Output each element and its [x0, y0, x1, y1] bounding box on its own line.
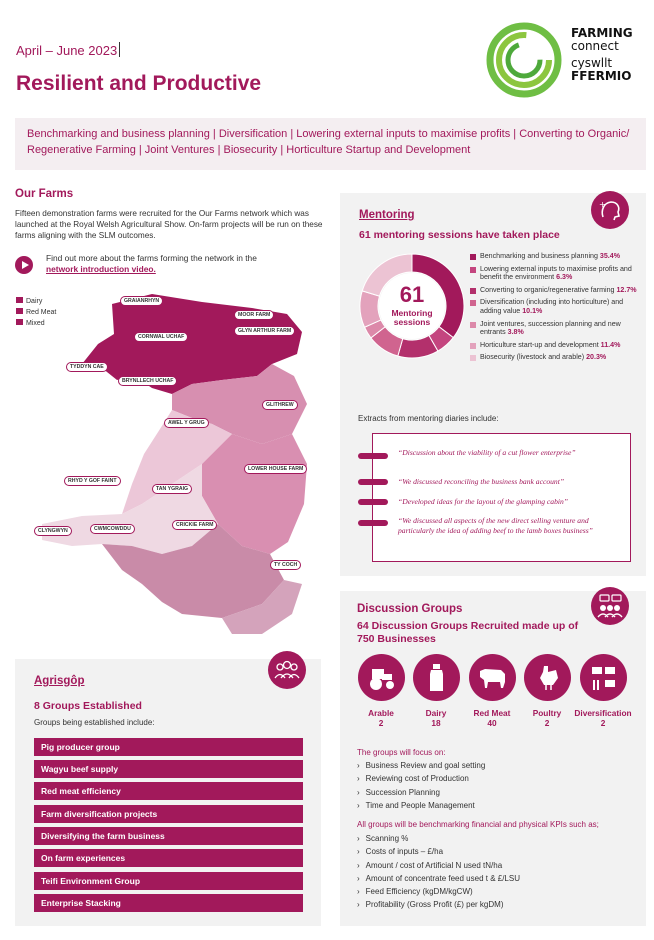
svg-text:+: + [599, 200, 606, 209]
page-title: Resilient and Productive [16, 72, 262, 95]
agrisgop-group: Diversifying the farm business [34, 827, 303, 845]
donut-center-label [357, 309, 467, 327]
kpi-heading: All groups will be benchmarking financial and physical KPIs such as; [357, 820, 599, 829]
kpi-item: › Amount / cost of Artificial N used tN/ha [357, 859, 520, 872]
mentoring-breakdown-list [470, 252, 640, 366]
focus-item: › Succession Planning [357, 786, 485, 799]
mentoring-item [470, 353, 640, 362]
mentoring-item-label: Diversification (including into horticulture) and adding value [480, 298, 624, 315]
legend-swatch [470, 300, 476, 306]
farm-brynllech-uchaf[interactable]: BRYNLLECH UCHAF [118, 376, 177, 386]
legend-mixed: Mixed [26, 320, 45, 327]
mentoring-item-pct: 35.4% [599, 252, 621, 260]
mentoring-item [470, 252, 640, 261]
logo-line-2: connect [571, 39, 619, 53]
farm-rhyd-y-gof-faint[interactable]: RHYD Y GOF FAINT [64, 476, 121, 486]
wales-farm-map [22, 284, 327, 654]
play-icon[interactable] [15, 256, 33, 274]
text-cursor [119, 42, 120, 57]
farm-glithrew[interactable]: GLITHREW [262, 400, 298, 410]
group-name: Dairy [425, 708, 447, 718]
agrisgop-group: Enterprise Stacking [34, 894, 303, 912]
report-period: April – June 2023 [16, 42, 120, 58]
network-video-link[interactable]: network introduction video. [46, 264, 156, 274]
farming-connect-logo-icon [484, 20, 564, 100]
kpi-list [357, 832, 520, 912]
focus-item: › Time and People Management [357, 799, 485, 812]
mentoring-head-icon [591, 191, 629, 229]
quote-marker [358, 479, 388, 485]
agrisgop-group: Wagyu beef supply [34, 760, 303, 778]
focus-heading: The groups will focus on: [357, 748, 446, 757]
kpi-item: › Costs of inputs – £/ha [357, 845, 520, 858]
mentoring-item-label: Benchmarking and business planning [480, 252, 598, 260]
discussion-heading: Discussion Groups [357, 603, 463, 615]
focus-item: › Reviewing cost of Production [357, 772, 485, 785]
people-group-icon [268, 651, 306, 689]
our-farms-heading: Our Farms [15, 188, 74, 200]
quote-marker [358, 499, 388, 505]
kpi-item: › Amount of concentrate feed used t & £/LSU [357, 872, 520, 885]
agrisgop-intro: Groups being established include: [34, 718, 155, 727]
farm-glyn-arthur[interactable]: GLYN ARTHUR FARM [234, 326, 295, 336]
farm-tan-ygraig[interactable]: TAN YGRAIG [152, 484, 192, 494]
extracts-label: Extracts from mentoring diaries include: [358, 414, 499, 423]
mentoring-item [470, 286, 640, 295]
milk-bottle-icon [413, 654, 460, 701]
quote-marker [358, 520, 388, 526]
legend-swatch [470, 355, 476, 361]
mentoring-subheading: 61 mentoring sessions have taken place [359, 229, 560, 241]
agrisgop-heading: Agrisgôp [34, 675, 85, 687]
farm-cwmcowddu[interactable]: CWMCOWDDU [90, 524, 135, 534]
mentoring-item-label: Converting to organic/regenerative farming [480, 285, 615, 294]
legend-swatch [470, 267, 476, 273]
focus-list [357, 759, 485, 812]
legend-swatch [470, 254, 476, 260]
agrisgop-subheading: 8 Groups Established [34, 700, 142, 712]
farm-ty-coch[interactable]: TY COCH [270, 560, 301, 570]
mentoring-item-pct: 10.1% [522, 306, 543, 315]
farm-cornwal-uchaf[interactable]: CORNWAL UCHAF [134, 332, 188, 342]
logo-line-3: cyswllt [571, 56, 613, 70]
group-count: 40 [487, 718, 497, 728]
topics-banner: Benchmarking and business planning | Diversification | Lowering external inputs to maximise profits | Converting to Organic/ Regenerative Farming | Joint Ventures | Biosecurity | Horticulture Startup and Development [15, 118, 646, 170]
group-count: 2 [544, 718, 550, 728]
farm-tyddyn-cae[interactable]: TYDDYN CAE [66, 362, 108, 372]
mentoring-item-label: Joint ventures, succession planning and new entrants [480, 319, 621, 337]
mentoring-item [470, 320, 640, 337]
mentoring-item-label: Biosecurity (livestock and arable) [480, 353, 585, 362]
quote-marker [358, 453, 388, 459]
mentoring-item [470, 265, 640, 282]
agrisgop-group: Teifi Environment Group [34, 872, 303, 890]
discussion-subheading: 64 Discussion Groups Recruited made up of 750 Businesses [357, 620, 579, 645]
farm-lower-house[interactable]: LOWER HOUSE FARM [244, 464, 307, 474]
legend-swatch [470, 322, 476, 328]
chicken-icon [524, 654, 571, 701]
logo-line-4: FFERMIO [571, 69, 632, 83]
mentoring-item-pct: 20.3% [586, 353, 607, 362]
farm-awel-y-grug[interactable]: AWEL Y GRUG [164, 418, 209, 428]
legend-dairy: Dairy [26, 298, 43, 305]
kpi-item: › Feed Efficiency (kgDM/kgCW) [357, 885, 520, 898]
mentoring-item-pct: 11.4% [600, 340, 621, 349]
agrisgop-group: On farm experiences [34, 849, 303, 867]
group-name: Poultry [532, 708, 562, 718]
kpi-item: › Scanning % [357, 832, 520, 845]
mentoring-quote: “Discussion about the viability of a cut flower enterprise” [398, 448, 576, 457]
legend-red-meat: Red Meat [26, 309, 57, 316]
mentoring-item-label: Horticulture start-up and development [480, 340, 599, 349]
mentoring-quote: “We discussed all aspects of the new direct selling venture and particularly the idea of adding beef to the lamb boxes business” [398, 516, 593, 535]
group-name: Arable [368, 708, 394, 718]
group-name: Diversification [574, 708, 632, 718]
group-count: 18 [431, 718, 441, 728]
group-count: 2 [378, 718, 384, 728]
logo-line-1: FARMING [571, 26, 633, 40]
legend-swatch [470, 343, 476, 349]
mentoring-item-pct: 12.7% [616, 285, 637, 294]
group-count: 2 [600, 718, 606, 728]
kpi-item: › Profitability (Gross Profit (£) per kgDM) [357, 898, 520, 911]
video-prompt-text: Find out more about the farms forming the network in the [46, 253, 257, 263]
our-farms-description: Fifteen demonstration farms were recruited for the Our Farms network which was launched at the Royal Welsh Agricultural Show. On-farm projects will be run on these farms aligning with the SLM outcomes. [15, 209, 323, 240]
agrisgop-group: Pig producer group [34, 738, 303, 756]
mentoring-item [470, 341, 640, 350]
mentoring-item-pct: 3.8% [507, 328, 524, 337]
group-name: Red Meat [473, 708, 511, 718]
farm-moor-farm[interactable]: MOOR FARM [234, 310, 274, 320]
mentoring-item-label: Lowering external inputs to maximise profits and benefit the environment [480, 264, 632, 282]
focus-item: › Business Review and goal setting [357, 759, 485, 772]
mentoring-item-pct: 6.3% [556, 273, 573, 282]
agrisgop-group: Farm diversification projects [34, 805, 303, 823]
diversification-icon [580, 654, 627, 701]
cow-icon [469, 654, 516, 701]
logo-wordmark [571, 27, 633, 83]
donut-center-number: 61 [399, 282, 425, 307]
donut-center-label-2: sessions [393, 317, 431, 327]
mentoring-item [470, 298, 640, 315]
video-prompt [46, 253, 306, 275]
farm-graianrhyn[interactable]: GRAIANRHYN [120, 296, 163, 306]
group-diversification [568, 708, 638, 728]
agrisgop-group: Red meat efficiency [34, 782, 303, 800]
mentoring-quote: “Developed ideas for the layout of the glamping cabin” [398, 497, 568, 506]
mentoring-heading: Mentoring [359, 209, 415, 221]
farm-clyngwyn[interactable]: CLYNGWYN [34, 526, 72, 536]
tractor-icon [358, 654, 405, 701]
mentoring-quote: “We discussed reconciling the business bank account” [398, 477, 565, 486]
donut-center-label-1: Mentoring [391, 308, 433, 318]
legend-swatch [470, 288, 476, 294]
farm-crickie[interactable]: CRICKIE FARM [172, 520, 217, 530]
